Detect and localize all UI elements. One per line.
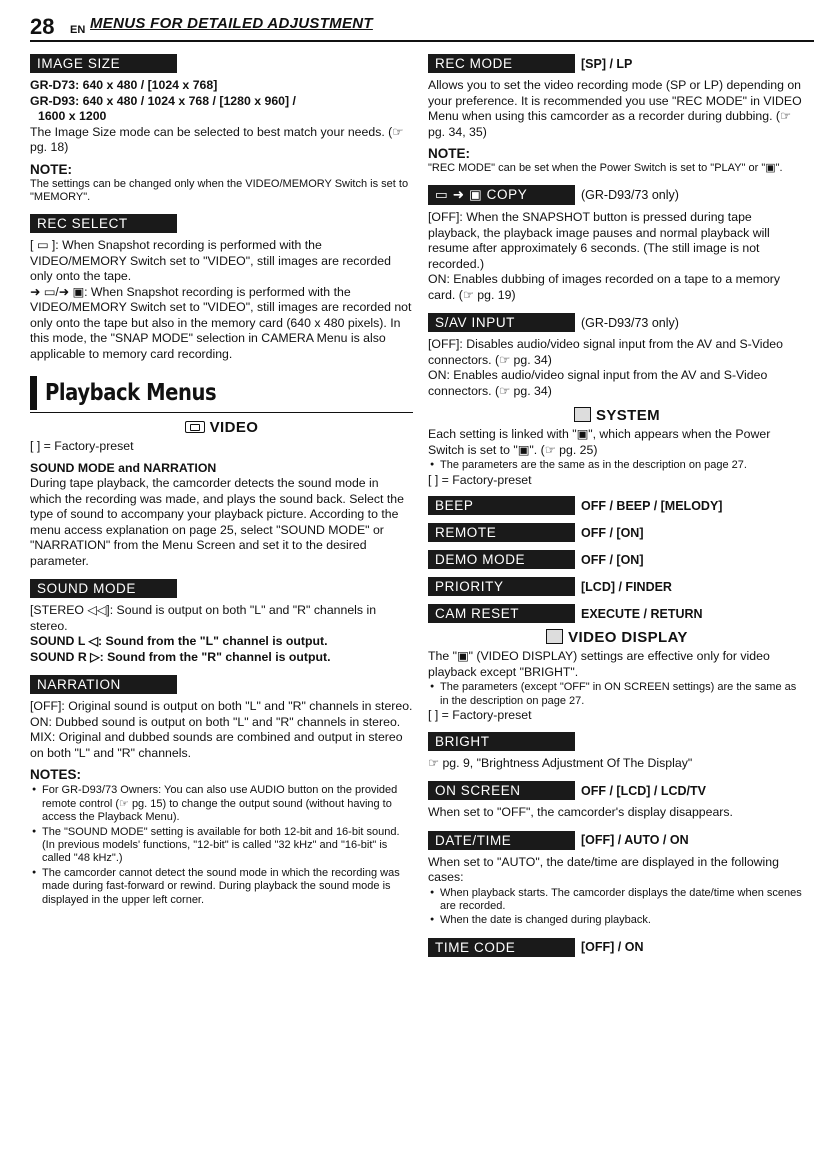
left-column	[30, 54, 413, 907]
sav-input-label: S/AV INPUT	[428, 313, 575, 332]
rec-mode-value: [SP] / LP	[581, 56, 633, 71]
sav-input-row	[428, 313, 806, 332]
time-code-label: TIME CODE	[428, 938, 575, 957]
video-heading	[30, 419, 413, 436]
sound-mode-label: SOUND MODE	[30, 579, 177, 598]
rec-mode-note-title: NOTE:	[428, 146, 470, 161]
copy-row	[428, 185, 806, 205]
sav-input-model-note: (GR-D93/73 only)	[581, 315, 679, 330]
image-size-label: IMAGE SIZE	[30, 54, 177, 73]
sound-mode-r: SOUND R ▷: Sound from the "R" channel is output.	[30, 649, 331, 664]
tape-icon	[185, 421, 205, 433]
factory-preset-note: [ ] = Factory-preset	[30, 439, 134, 454]
time-code-value: [OFF] / ON	[581, 940, 644, 955]
on-screen-row	[428, 781, 806, 800]
date-time-bullet: ● When the date is changed during playback.	[428, 913, 806, 927]
on-screen-label: ON SCREEN	[428, 781, 575, 800]
demo-mode-value: OFF / [ON]	[581, 552, 644, 567]
video-display-heading	[428, 629, 806, 646]
bright-label: BRIGHT	[428, 732, 575, 751]
remote-value: OFF / [ON]	[581, 525, 644, 540]
video-display-bullet: ● The parameters (except "OFF" in ON SCREEN settings) are the same as in the description on page 27.	[428, 680, 806, 708]
demo-mode-label: DEMO MODE	[428, 550, 575, 569]
image-size-note-title: NOTE:	[30, 161, 72, 177]
system-icon	[574, 407, 591, 422]
video-display-factory-note: [ ] = Factory-preset	[428, 708, 532, 723]
playback-menus-heading	[30, 376, 413, 410]
cam-reset-label: CAM RESET	[428, 604, 575, 623]
image-size-note: The settings can be changed only when the VIDEO/MEMORY Switch is set to "MEMORY".	[30, 177, 409, 203]
narration-note: ● The "SOUND MODE" setting is available for both 12-bit and 16-bit sound. (In previous models' functions, "12-bit" is called "32 kHz" and "16-bit" is called "48 kHz".)	[30, 825, 413, 866]
narration-off: [OFF]: Original sound is output on both "L" and "R" channels in stereo.	[30, 699, 413, 714]
rec-mode-note: "REC MODE" can be set when the Power Switch is set to "PLAY" or "▣".	[428, 162, 783, 174]
page-title: MENUS FOR DETAILED ADJUSTMENT	[90, 15, 373, 32]
narration-note: ● The camcorder cannot detect the sound mode in which the recording was made during fast-forward or rewind. During playback the sound mode is displayed in the upper left corner.	[30, 866, 413, 907]
video-display-body: The "▣" (VIDEO DISPLAY) settings are effective only for video playback except "BRIGHT".	[428, 649, 770, 679]
sav-input-on: ON: Enables audio/video signal input from the AV and S-Video connectors. (☞ pg. 34)	[428, 368, 768, 398]
on-screen-body: When set to "OFF", the camcorder's display disappears.	[428, 805, 733, 820]
language-tag: EN	[70, 24, 86, 36]
system-body: Each setting is linked with "▣", which appears when the Power Switch is set to "▣". (☞ pg. 25)	[428, 427, 771, 457]
rec-select-card: ➜ ▭/➜ ▣: When Snapshot recording is performed with the VIDEO/MEMORY Switch set to "VIDEO", still images are recorded not only onto the tape but also in the memory card (640 x 480 pixels). In this mode, the "SNAP MODE" selection in CAMERA Menu is also applicable to memory card recording.	[30, 284, 412, 361]
playback-body: During tape playback, the camcorder detects the sound mode in which the recording was made, and plays the sound back. Select the type of sound to accompany your playback picture. According to the menu access explanation on page 25, select "SOUND MODE" or "NARRATION" from the Menu Screen and set it to the desired parameter.	[30, 476, 404, 568]
sound-mode-stereo: [STEREO ◁◁]: Sound is output on both "L" and "R" channels in stereo.	[30, 603, 377, 633]
video-display-icon	[546, 629, 563, 644]
system-heading-text: SYSTEM	[595, 407, 661, 425]
image-size-body: The Image Size mode can be selected to best match your needs. (☞ pg. 18)	[30, 124, 404, 154]
beep-value: OFF / BEEP / [MELODY]	[581, 498, 723, 513]
section-rule	[30, 412, 413, 413]
narration-notes-title: NOTES:	[30, 767, 82, 783]
rec-mode-row	[428, 54, 806, 73]
system-item-demo-mode	[428, 550, 806, 569]
image-size-d73: GR-D73: 640 x 480 / [1024 x 768]	[30, 78, 218, 92]
system-item-remote	[428, 523, 806, 542]
sound-narration-title: SOUND MODE and NARRATION	[30, 460, 217, 475]
priority-value: [LCD] / FINDER	[581, 579, 672, 594]
rec-select-label: REC SELECT	[30, 214, 177, 233]
copy-off: [OFF]: When the SNAPSHOT button is pressed during tape playback, the playback image pauses and normal playback will resume after approximately 6 seconds. (The still image is not recorded.)	[428, 210, 770, 271]
video-heading-text: VIDEO	[209, 419, 259, 437]
sound-mode-l: SOUND L ◁: Sound from the "L" channel is output.	[30, 634, 328, 649]
narration-on: ON: Dubbed sound is output on both "L" and "R" channels in stereo.	[30, 714, 401, 729]
rec-select-tape: [ ▭ ]: When Snapshot recording is performed with the VIDEO/MEMORY Switch set to "VIDEO", still images are recorded only onto the tape.	[30, 238, 391, 284]
sav-input-off: [OFF]: Disables audio/video signal input from the AV and S-Video connectors. (☞ pg. 34)	[428, 337, 783, 367]
page-header	[30, 14, 814, 42]
image-size-d93: GR-D93: 640 x 480 / 1024 x 768 / [1280 x 960] /	[30, 93, 296, 108]
on-screen-value: OFF / [LCD] / LCD/TV	[581, 783, 706, 798]
video-display-heading-text: VIDEO DISPLAY	[568, 629, 688, 647]
date-time-value: [OFF] / AUTO / ON	[581, 833, 689, 848]
section-bar	[30, 376, 37, 410]
priority-label: PRIORITY	[428, 577, 575, 596]
playback-menus-title: Playback Menus	[45, 380, 217, 407]
date-time-body: When set to "AUTO", the date/time are displayed in the following cases:	[428, 854, 779, 885]
system-item-cam-reset	[428, 604, 806, 623]
image-size-d93-cont: 1600 x 1200	[38, 109, 107, 123]
rec-mode-body: Allows you to set the video recording mode (SP or LP) depending on your preference. It is recommended you use "REC MODE" in VIDEO Menu when using this camcorder as a recorder during dubbing. (☞ pg. 34, 35)	[428, 78, 802, 139]
system-heading	[428, 407, 806, 424]
date-time-bullet: ● When playback starts. The camcorder displays the date/time when scenes are recorded.	[428, 886, 806, 914]
system-bullet: ● The parameters are the same as in the description on page 27.	[428, 458, 806, 472]
narration-label: NARRATION	[30, 675, 177, 694]
system-factory-note: [ ] = Factory-preset	[428, 472, 532, 487]
date-time-label: DATE/TIME	[428, 831, 575, 850]
system-item-beep	[428, 496, 806, 515]
copy-model-note: (GR-D93/73 only)	[581, 188, 679, 203]
cam-reset-value: EXECUTE / RETURN	[581, 606, 703, 621]
beep-label: BEEP	[428, 496, 575, 515]
narration-mix: MIX: Original and dubbed sounds are combined and output in stereo on both "L" and "R" channels.	[30, 730, 403, 760]
date-time-row	[428, 831, 806, 850]
right-column	[428, 54, 806, 957]
system-item-priority	[428, 577, 806, 596]
page-number: 28	[30, 14, 55, 39]
copy-on: ON: Enables dubbing of images recorded on a tape to a memory card. (☞ pg. 19)	[428, 272, 781, 302]
remote-label: REMOTE	[428, 523, 575, 542]
time-code-row	[428, 938, 806, 957]
bright-body: ☞ pg. 9, "Brightness Adjustment Of The Display"	[428, 755, 693, 770]
narration-note: ● For GR-D93/73 Owners: You can also use AUDIO button on the provided remote control (☞ pg. 15) to change the output sound (without having to access the Playback Menu).	[30, 783, 413, 824]
rec-mode-label: REC MODE	[428, 54, 575, 73]
copy-label: ▭ ➜ ▣ COPY	[428, 185, 575, 205]
